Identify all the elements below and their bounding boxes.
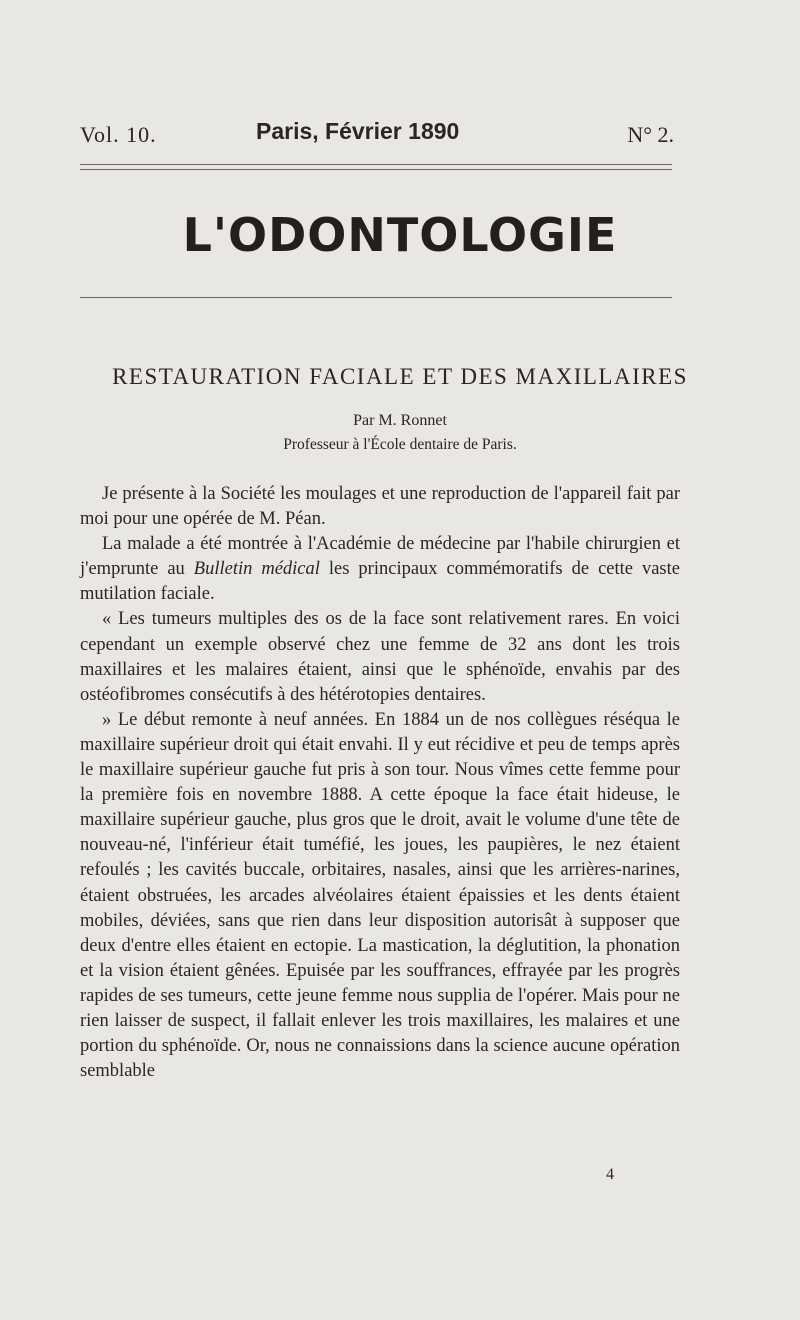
volume-label: Vol. 10.: [80, 122, 157, 147]
issue-date: Paris, Février 1890: [256, 118, 460, 144]
paragraph: Je présente à la Société les moulages et une reproduction de l'appareil fait par moi pour une opérée de M. Péan.: [80, 484, 680, 530]
author-byline: Par M. Ronnet: [353, 412, 447, 429]
title-rule: [80, 297, 672, 298]
journal-title: L'ODONTOLOGIE: [182, 208, 618, 262]
page-number: 4: [606, 1166, 614, 1183]
paragraph: « Les tumeurs multiples des os de la face sont relativement rares. En voici cependant un exemple observé chez une femme de 32 ans dont les trois maxillaires et les malaires étaient, ainsi que le sphénoïde, envahis par des ostéofibromes consécutifs à des hétérotopies dentaires.: [80, 609, 680, 705]
cited-journal: Bulletin médical: [193, 559, 320, 580]
article-title: RESTAURATION FACIALE ET DES MAXILLAIRES: [112, 364, 688, 389]
header-double-rule: [80, 164, 672, 170]
author-affiliation: Professeur à l'École dentaire de Paris.: [283, 436, 517, 453]
article-body: [80, 482, 680, 1084]
issue-number: N° 2.: [627, 122, 674, 147]
paragraph: » Le début remonte à neuf années. En 1884 un de nos collègues réséqua le maxillaire supérieur droit qui était envahi. Il y eut récidive et peu de temps après le maxillaire supérieur gauche fut pris à son tour. Nous vîmes cette femme pour la première fois en novembre 1888. A cette époque la face était hideuse, le maxillaire supérieur gauche, plus gros que le droit, avait le volume d'une tête de nouveau-né, l'inférieur était tuméfié, les joues, les paupières, le nez étaient refoulés ; les cavités buccale, orbitaires, nasales, ainsi que les arrières-narines, étaient obstruées, les arcades alvéolaires étaient épaissies et les dents étaient mobiles, déviées, sans que rien dans leur disposition autorisât à supposer que deux d'entre elles étaient en ectopie. La mastication, la déglutition, la phonation et la vision étaient gênées. Epuisée par les souffrances, effrayée par les progrès rapides de ses tumeurs, cette jeune femme nous supplia de l'opérer. Mais pour ne rien laisser de suspect, il fallait enlever les trois maxillaires, les malaires et une portion du sphénoïde. Or, nous ne connaissions dans la science aucune opération semblable: [80, 709, 680, 1082]
paragraph: La malade a été montrée à l'Académie de médecine par l'habile chirurgien et j'emprunte au Bulletin médical les principaux commémoratifs de cette vaste mutilation faciale.: [80, 534, 680, 605]
running-header: [80, 118, 674, 152]
